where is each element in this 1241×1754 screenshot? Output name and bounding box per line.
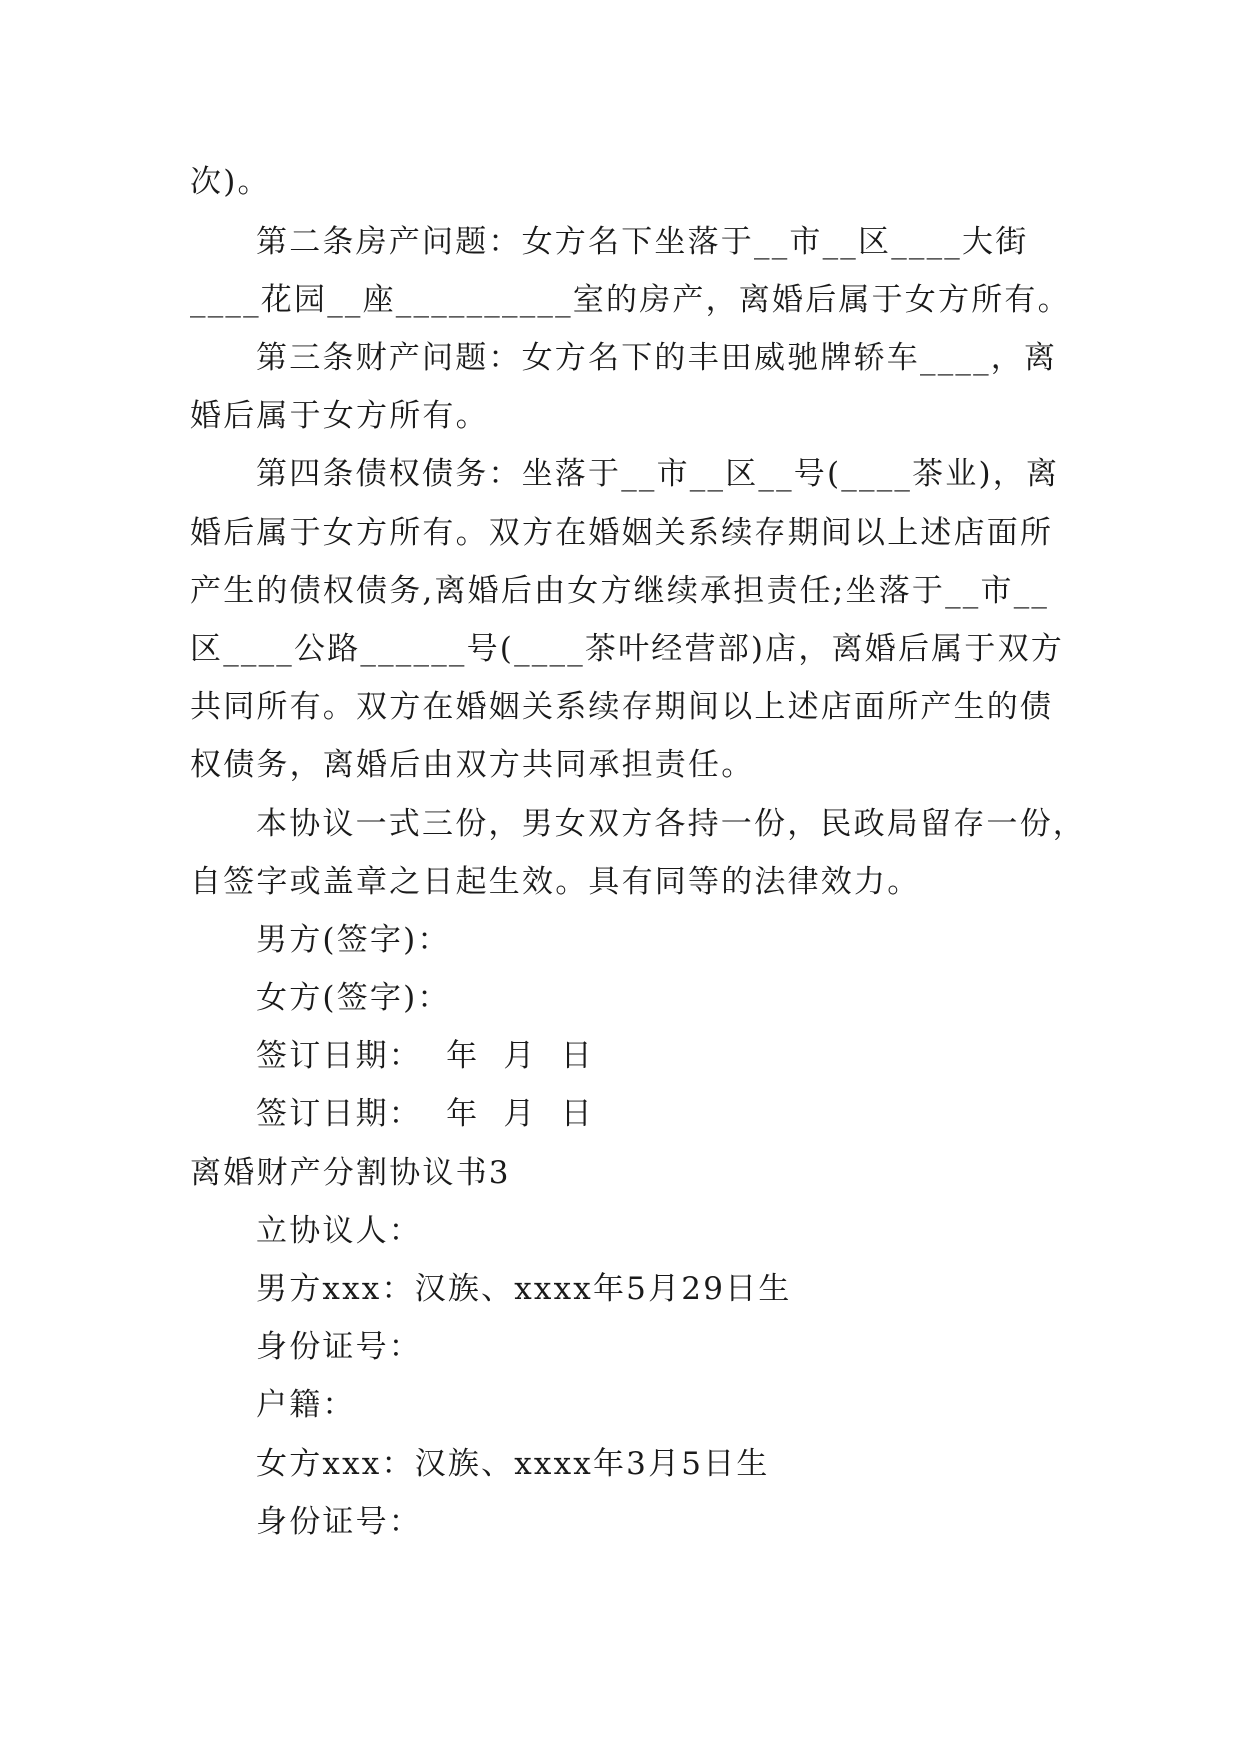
signing-date-line: 签订日期： 年 月 日 (256, 1038, 594, 1074)
text-line: 婚后属于女方所有。双方在婚姻关系续存期间以上述店面所 (190, 515, 1054, 551)
paragraph-article-2: 第二条房产问题：女方名下坐落于__市__区____大街 (256, 224, 1029, 260)
text-line: 区____公路______号(____茶叶经营部)店，离婚后属于双方 (190, 631, 1064, 667)
signing-date-line: 签订日期： 年 月 日 (256, 1096, 594, 1132)
text-line: ____花园__座__________室的房产，离婚后属于女方所有。 (190, 282, 1071, 318)
text-line: 共同所有。双方在婚姻关系续存期间以上述店面所产生的债 (190, 689, 1054, 725)
paragraph-article-3: 第三条财产问题：女方名下的丰田威驰牌轿车____，离 (256, 340, 1058, 376)
text-line: 次)。 (190, 164, 271, 200)
male-party-line: 男方xxx：汉族、xxxx年5月29日生 (256, 1271, 792, 1307)
paragraph-copies: 本协议一式三份，男女双方各持一份，民政局留存一份， (256, 806, 1086, 842)
paragraph-article-4: 第四条债权债务：坐落于__市__区__号(____茶业)，离 (256, 456, 1060, 492)
female-signature-line: 女方(签字)： (256, 980, 451, 1016)
text-line: 产生的债权债务,离婚后由女方继续承担责任;坐落于__市__ (190, 573, 1050, 609)
id-number-line: 身份证号： (256, 1329, 422, 1365)
household-registration-line: 户籍： (256, 1387, 356, 1423)
id-number-line: 身份证号： (256, 1504, 422, 1540)
text-line: 婚后属于女方所有。 (190, 398, 489, 434)
female-party-line: 女方xxx：汉族、xxxx年3月5日生 (256, 1446, 770, 1482)
text-line: 自签字或盖章之日起生效。具有同等的法律效力。 (190, 864, 921, 900)
section-title: 离婚财产分割协议书3 (190, 1155, 511, 1191)
male-signature-line: 男方(签字)： (256, 922, 451, 958)
parties-label: 立协议人： (256, 1213, 422, 1249)
text-line: 权债务，离婚后由双方共同承担责任。 (190, 747, 755, 783)
